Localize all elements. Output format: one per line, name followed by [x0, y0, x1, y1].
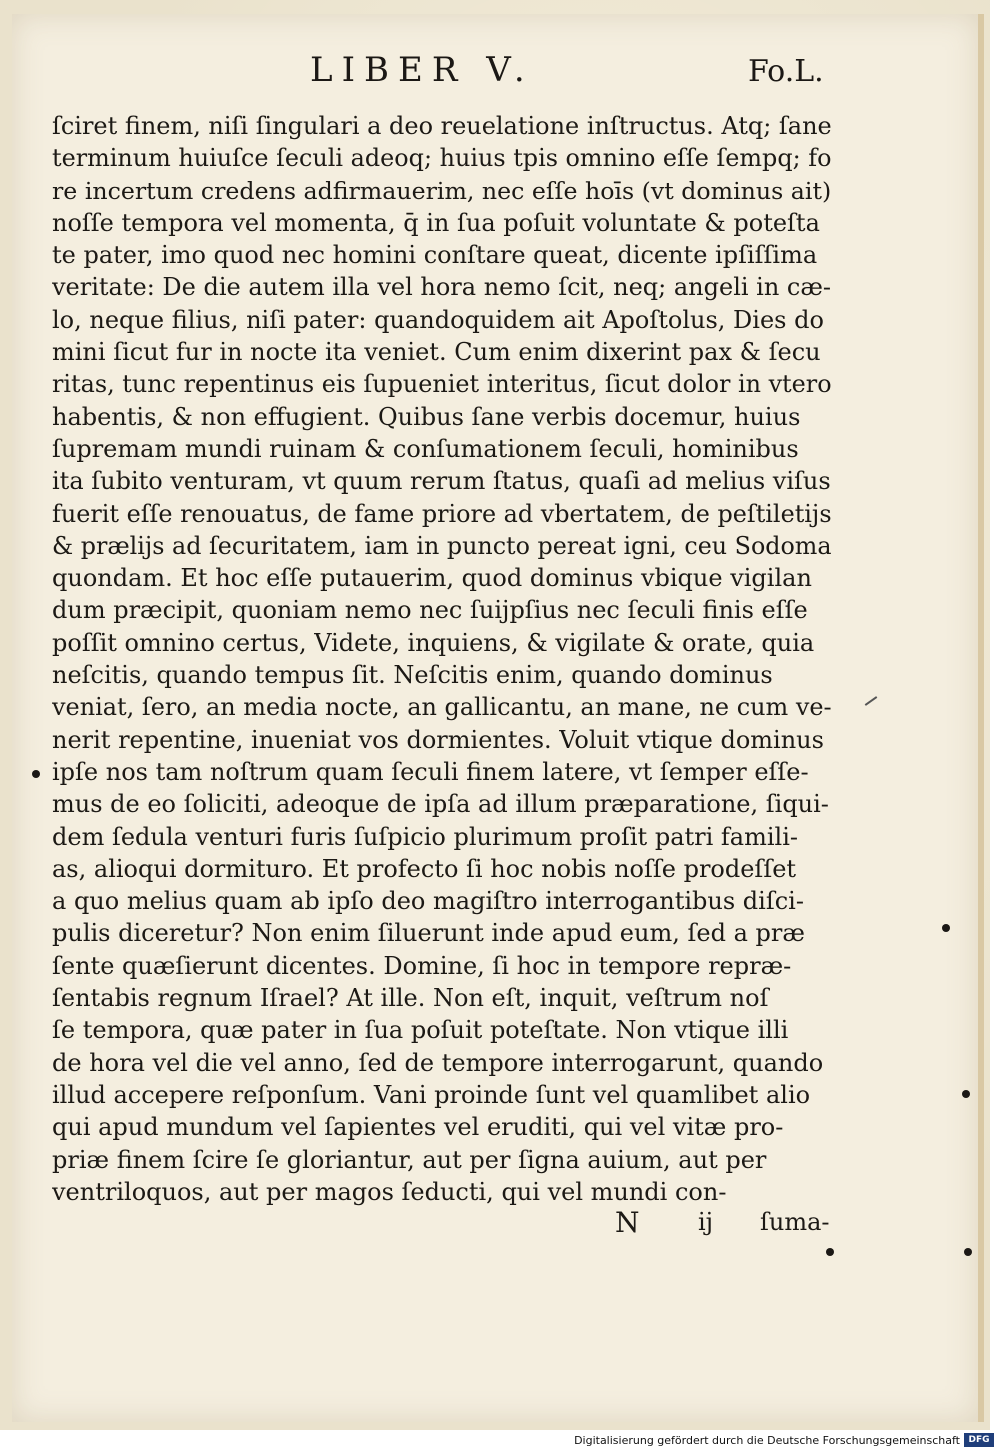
text-line: noſſe tempora vel momenta, q̄ in ſua poſuit voluntate & poteſta — [52, 208, 820, 237]
text-line: dum præcipit, quoniam nemo nec ſuijpſius nec ſeculi finis eſſe — [52, 596, 808, 625]
text-line: a quo melius quam ab ipſo deo magiſtro interrogantibus diſci- — [52, 887, 804, 916]
text-line: de hora vel die vel anno, ſed de tempore interrogarunt, quando — [52, 1048, 824, 1077]
signature-number: ij — [698, 1208, 714, 1236]
text-line: quondam. Et hoc eſſe putauerim, quod dominus vbique vigilan — [52, 564, 812, 593]
text-line: neſcitis, quando tempus ſit. Neſcitis enim, quando dominus — [52, 661, 773, 690]
text-line: priæ finem ſcire ſe gloriantur, aut per ſigna auium, aut per — [52, 1145, 767, 1174]
margin-dot-mark — [942, 924, 950, 932]
text-line: ipſe nos tam noſtrum quam ſeculi finem latere, vt ſemper eſſe- — [52, 757, 809, 786]
text-line: mus de eo ſoliciti, adeoque de ipſa ad illum præparatione, ſiqui- — [52, 790, 829, 819]
text-line: te pater, imo quod nec homini conſtare queat, dicente ipſiſſima — [52, 241, 818, 270]
margin-dot-mark — [964, 1248, 972, 1256]
running-head — [0, 50, 990, 94]
book-title: LIBER V. — [310, 50, 534, 90]
digitization-footer — [0, 1430, 1000, 1453]
text-line: pulis diceretur? Non enim ſiluerunt inde apud eum, ſed a præ — [52, 919, 805, 948]
margin-dot-mark — [962, 1090, 970, 1098]
text-line: fuerit eſſe renouatus, de fame priore ad vbertatem, de peſtiletijs — [52, 499, 832, 528]
text-line: dem ſedula venturi furis ſuſpicio plurimum proſit patri famili- — [52, 822, 799, 851]
text-line: ſente quæſierunt dicentes. Domine, ſi hoc in tempore repræ- — [52, 951, 792, 980]
text-line: veritate: De die autem illa vel hora nemo ſcit, neq; angeli in cæ- — [52, 273, 832, 302]
margin-dot-mark — [826, 1248, 834, 1256]
text-line: ita ſubito venturam, vt quum rerum ſtatus, quaſi ad melius viſus — [52, 467, 831, 496]
folio-number: Fo.L. — [748, 54, 824, 89]
dfg-logo: DFG — [964, 1433, 994, 1447]
text-line: terminum huiuſce ſeculi adeoq; huius tpis omnino eſſe ſempq; fo — [52, 144, 832, 173]
text-line: habentis, & non effugient. Quibus ſane verbis docemur, huius — [52, 402, 801, 431]
body-text — [52, 110, 832, 1208]
text-line: ventriloquos, aut per magos ſeducti, qui vel mundi con- — [52, 1177, 727, 1206]
text-line: veniat, ſero, an media nocte, an gallicantu, an mane, ne cum ve- — [52, 693, 832, 722]
text-line: nerit repentine, inueniat vos dormientes. Voluit vtique dominus — [52, 725, 824, 754]
catchword: ſuma- — [760, 1208, 830, 1236]
text-line: ſciret finem, niſi ſingulari a deo reuelatione inſtructus. Atq; ſane — [52, 112, 832, 140]
margin-dot-mark — [32, 770, 40, 778]
signature-mark: N — [615, 1206, 640, 1239]
text-line: re incertum credens adfirmauerim, nec eſſe hoīs (vt dominus ait) — [52, 176, 832, 205]
text-line: ſupremam mundi ruinam & conſumationem ſeculi, hominibus — [52, 434, 799, 463]
text-line: as, alioqui dormituro. Et profecto ſi hoc nobis noſſe prodeſſet — [52, 854, 797, 883]
text-line: ritas, tunc repentinus eis ſupueniet interitus, ſicut dolor in vtero — [52, 370, 832, 399]
text-line: illud accepere reſponſum. Vani proinde ſunt vel quamlibet alio — [52, 1080, 811, 1109]
text-line: poſſit omnino certus, Videte, inquiens, & vigilate & orate, quia — [52, 628, 815, 657]
text-line: lo, neque filius, niſi pater: quandoquidem ait Apoſtolus, Dies do — [52, 305, 824, 334]
catchline — [0, 1206, 990, 1240]
text-line: ſentabis regnum Iſrael? At ille. Non eſt, inquit, veſtrum noſ — [52, 984, 769, 1013]
funding-credit: Digitalisierung gefördert durch die Deutsche Forschungsgemeinschaft — [574, 1434, 960, 1447]
text-line: ſe tempora, quæ pater in ſua poſuit poteſtate. Non vtique illi — [52, 1016, 789, 1045]
text-line: mini ſicut fur in nocte ita veniet. Cum enim dixerint pax & ſecu — [52, 338, 821, 367]
text-line: qui apud mundum vel ſapientes vel eruditi, qui vel vitæ pro- — [52, 1113, 784, 1142]
text-line: & prælijs ad ſecuritatem, iam in puncto pereat igni, ceu Sodoma — [52, 531, 832, 560]
